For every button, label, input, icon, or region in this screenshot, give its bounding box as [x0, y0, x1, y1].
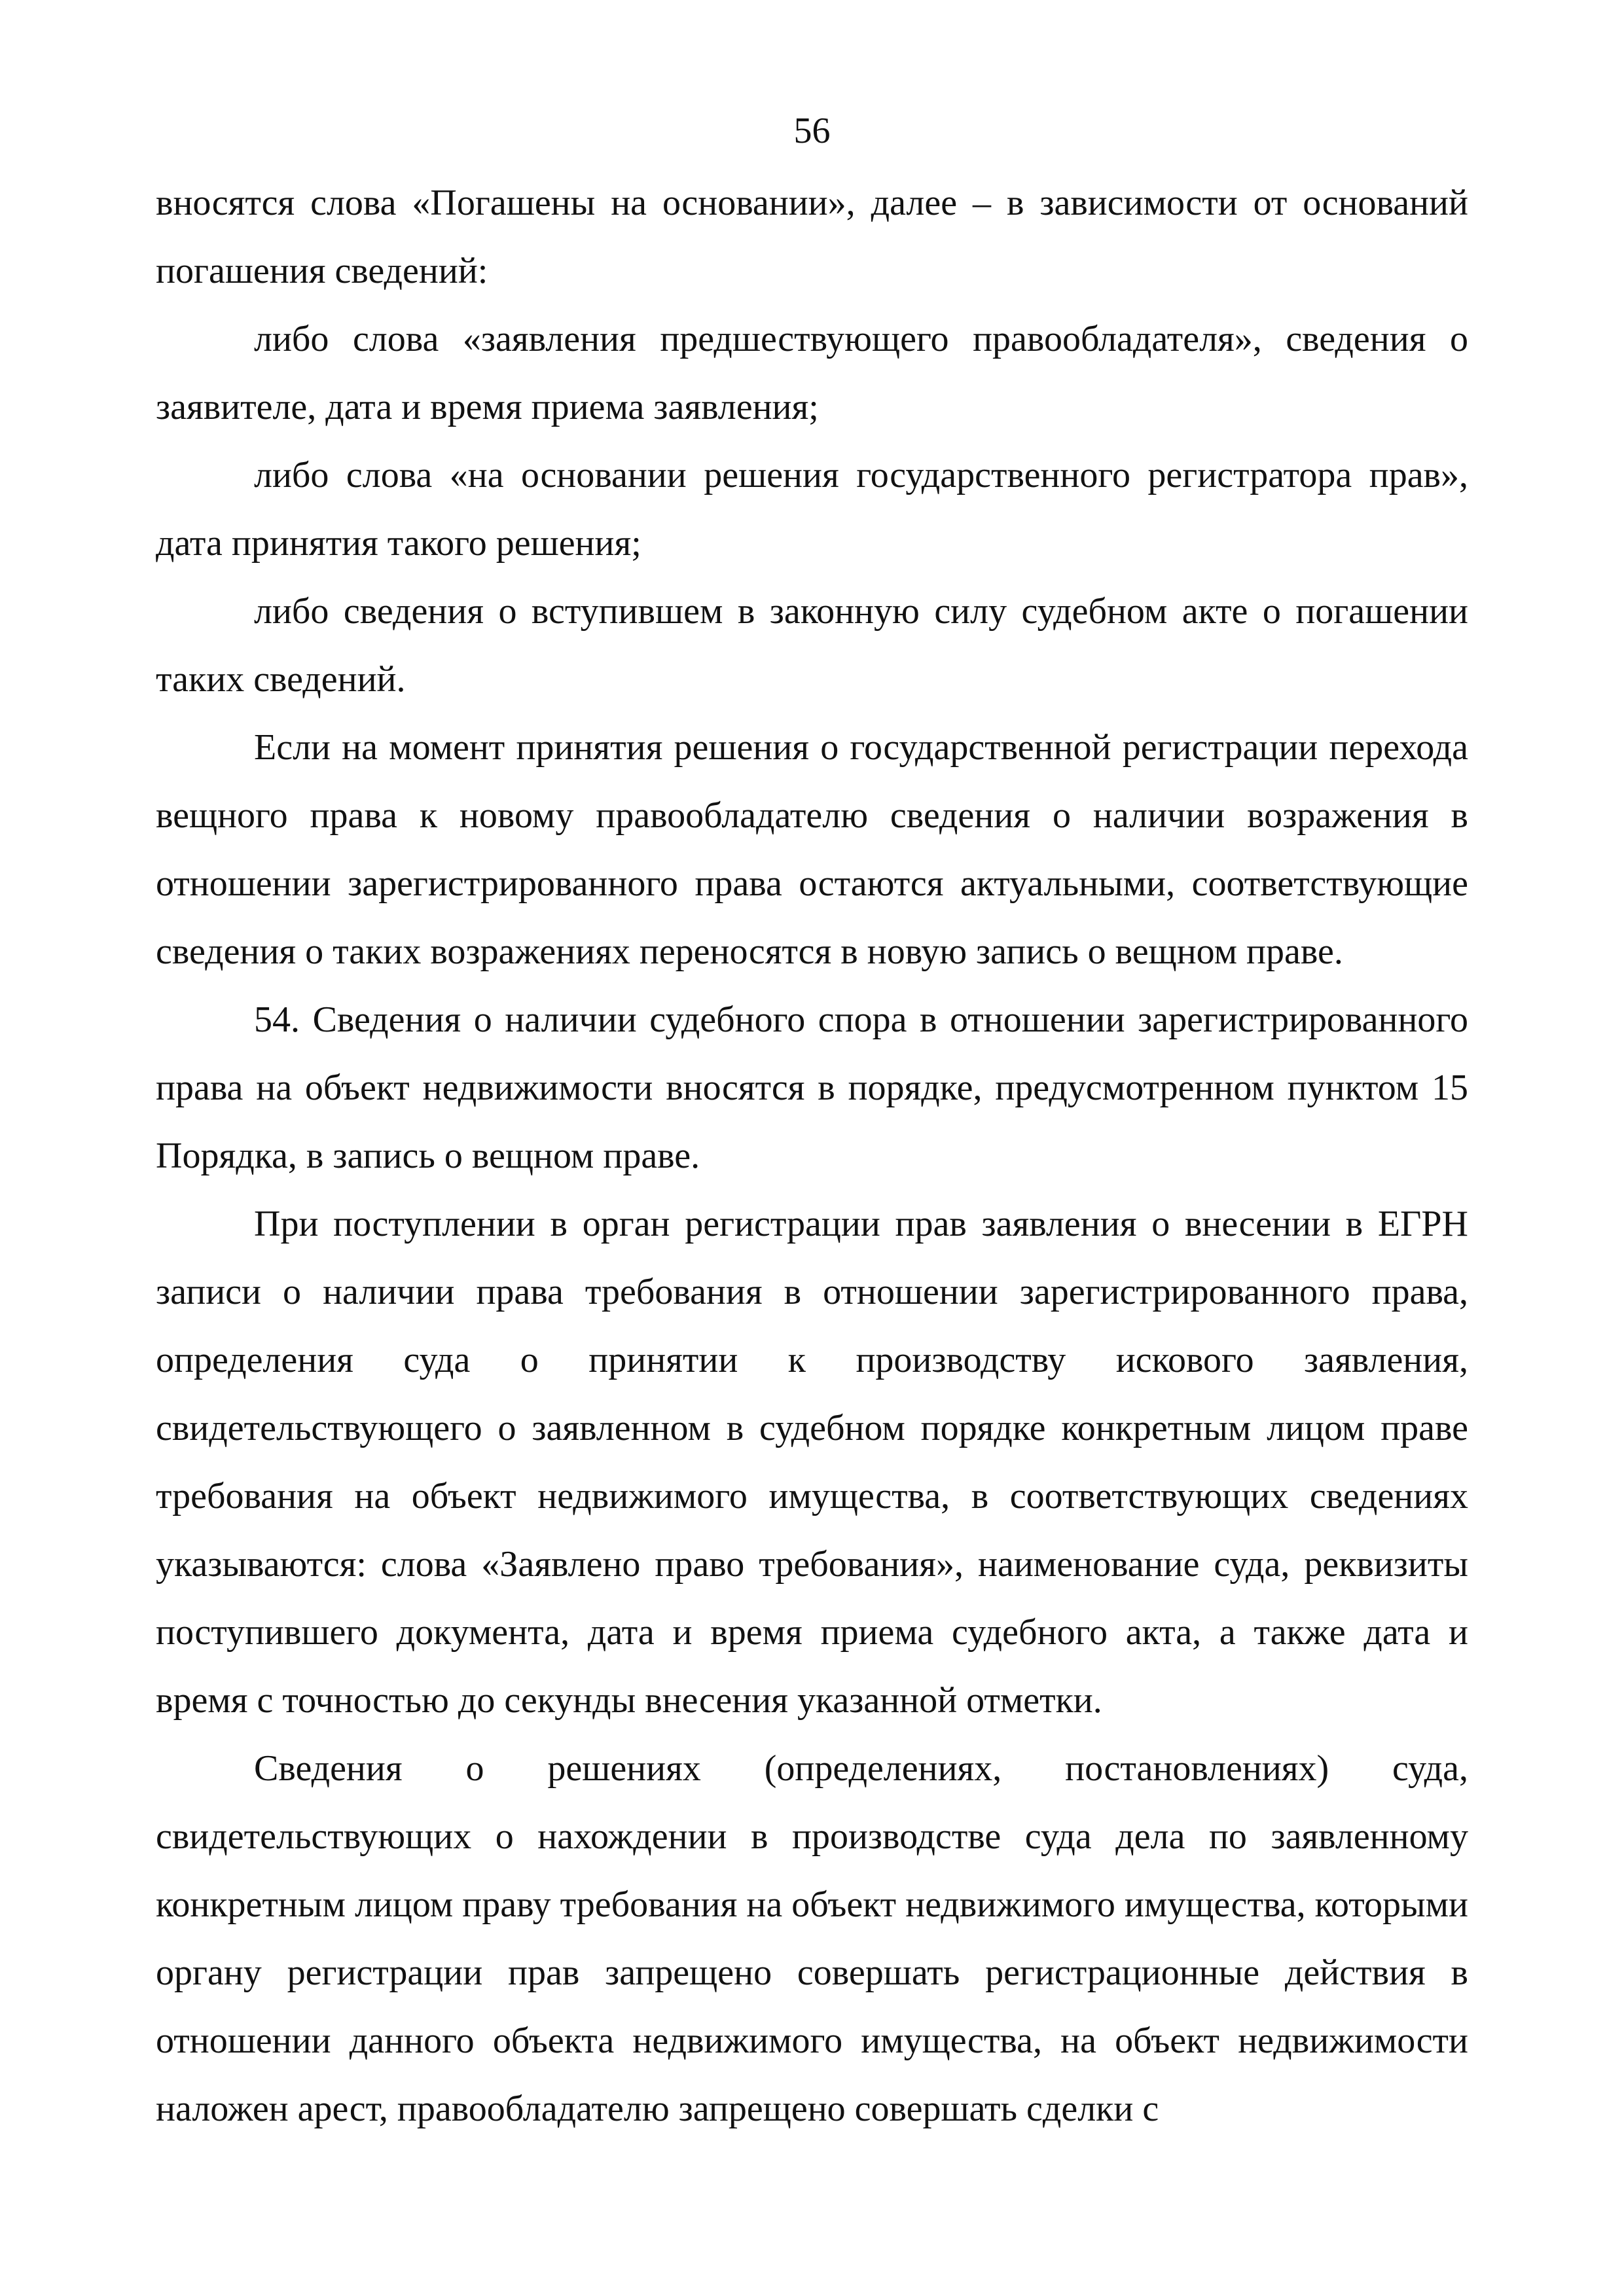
paragraph-option-registrar-decision: либо слова «на основании решения государственного регистратора прав», дата принятия такого решения; — [156, 455, 1468, 564]
document-body — [156, 169, 1468, 2143]
paragraph-item-54: 54. Сведения о наличии судебного спора в отношении зарегистрированного права на объект недвижимости вносятся в порядке, предусмотренном пунктом 15 Порядка, в запись о вещном праве. — [156, 999, 1468, 1176]
paragraph-continuation: вносятся слова «Погашены на основании», далее – в зависимости от оснований погашения сведений: — [156, 183, 1468, 291]
paragraph-objections-transfer: Если на момент принятия решения о государственной регистрации перехода вещного права к новому правообладателю сведения о наличии возражения в отношении зарегистрированного права остаются актуальными, соответствующие сведения о таких возражениях переносятся в новую запись о вещном праве. — [156, 727, 1468, 972]
paragraph-option-applicant: либо слова «заявления предшествующего правообладателя», сведения о заявителе, дата и время приема заявления; — [156, 319, 1468, 427]
page-number: 56 — [793, 111, 831, 151]
paragraph-option-court-act: либо сведения о вступившем в законную силу судебном акте о погашении таких сведений. — [156, 591, 1468, 700]
paragraph-claim-right: При поступлении в орган регистрации прав заявления о внесении в ЕГРН записи о наличии права требования в отношении зарегистрированного права, определения суда о принятии к производству искового заявления, свидетельствующего о заявленном в судебном порядке конкретным лицом праве требования на объект недвижимого имущества, в соответствующих сведениях указываются: слова «Заявлено право требования», наименование суда, реквизиты поступившего документа, дата и время приема судебного акта, а также дата и время с точностью до секунды внесения указанной отметки. — [156, 1204, 1468, 1721]
paragraph-court-decisions: Сведения о решениях (определениях, постановлениях) суда, свидетельствующих о нахождении в производстве суда дела по заявленному конкретным лицом праву требования на объект недвижимого имущества, которыми органу регистрации прав запрещено совершать регистрационные действия в отношении данного объекта недвижимого имущества, на объект недвижимости наложен арест, правообладателю запрещено совершать сделки с — [156, 1748, 1468, 2129]
